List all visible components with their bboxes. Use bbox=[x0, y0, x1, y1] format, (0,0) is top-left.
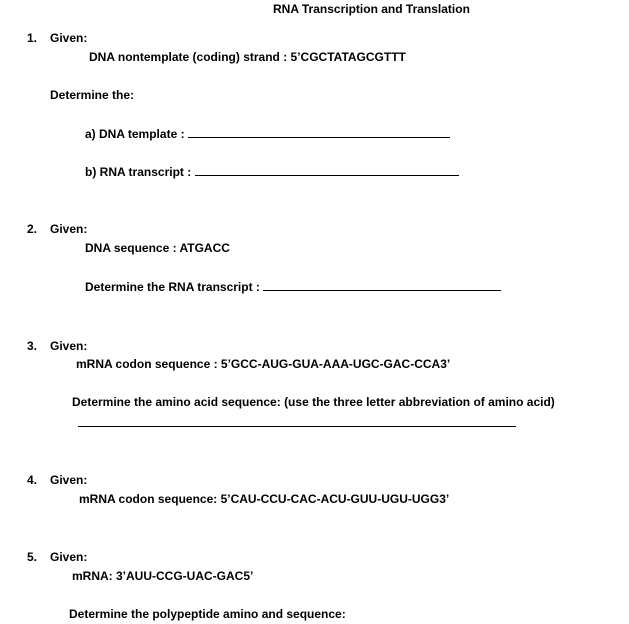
q4-sequence: mRNA codon sequence: 5’CAU-CCU-CAC-ACU-GUU-UGU-UGG3’ bbox=[79, 492, 450, 506]
q1-a-row bbox=[85, 126, 450, 141]
q5-determine-label: Determine the polypeptide amino and sequence: bbox=[69, 607, 346, 621]
q5-given-label: Given: bbox=[50, 550, 88, 564]
q2-given-label: Given: bbox=[50, 222, 88, 236]
q5-number: 5. bbox=[27, 550, 38, 564]
q2-sequence: DNA sequence : ATGACC bbox=[85, 241, 230, 255]
q4-given-label: Given: bbox=[50, 473, 88, 487]
q1-given-label: Given: bbox=[50, 31, 88, 45]
q3-given-label: Given: bbox=[50, 339, 88, 353]
q3-sequence: mRNA codon sequence : 5’GCC-AUG-GUA-AAA-UGC-GAC-CCA3’ bbox=[76, 357, 451, 371]
q3-answer-line[interactable] bbox=[78, 426, 516, 427]
q2-determine-label: Determine the RNA transcript : bbox=[85, 280, 260, 294]
q1-strand: DNA nontemplate (coding) strand : 5’CGCTATAGCGTTT bbox=[89, 50, 406, 64]
q5-sequence: mRNA: 3’AUU-CCG-UAC-GAC5’ bbox=[72, 569, 254, 583]
page-title: RNA Transcription and Translation bbox=[273, 2, 470, 16]
q3-number: 3. bbox=[27, 339, 38, 353]
q1-number: 1. bbox=[27, 31, 38, 45]
q1-b-row bbox=[85, 164, 459, 179]
q1-a-answer-line[interactable] bbox=[188, 126, 450, 138]
q1-a-label: a) DNA template : bbox=[85, 127, 185, 141]
q1-b-label: b) RNA transcript : bbox=[85, 165, 192, 179]
q2-answer-line[interactable] bbox=[263, 279, 501, 291]
q3-determine-label: Determine the amino acid sequence: (use the three letter abbreviation of amino acid) bbox=[72, 395, 555, 409]
q4-number: 4. bbox=[27, 473, 38, 487]
q2-determine-row bbox=[85, 279, 501, 294]
q2-number: 2. bbox=[27, 222, 38, 236]
q1-b-answer-line[interactable] bbox=[195, 164, 459, 176]
q1-determine-label: Determine the: bbox=[50, 88, 135, 102]
